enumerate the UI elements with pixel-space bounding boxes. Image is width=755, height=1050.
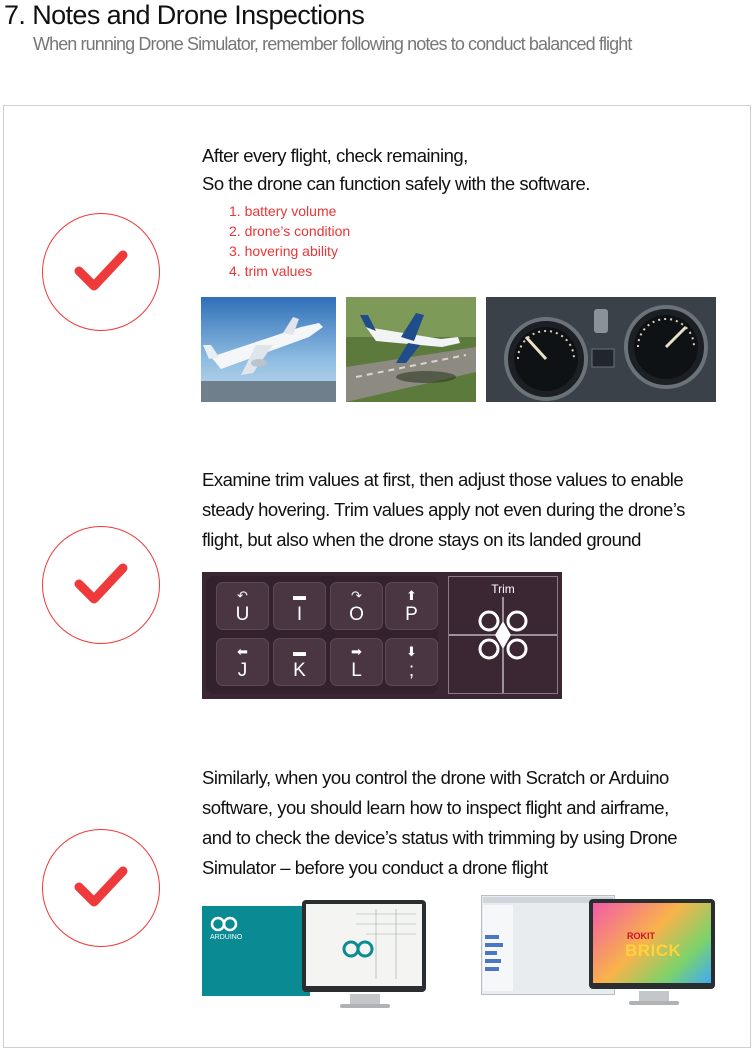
trim-key-o[interactable]: ↷ O <box>330 582 383 630</box>
page-title: 7. Notes and Drone Inspections <box>4 0 365 30</box>
drone-icon <box>449 577 557 693</box>
section2-text: Examine trim values at first, then adjust those values to enable steady hovering. Trim values apply not even during the drone’s flight, but also when the drone stays on its landed ground <box>202 469 685 550</box>
list-item: 3. hovering ability <box>229 243 338 259</box>
airplane-takeoff-photo <box>201 297 336 402</box>
arduino-software-image <box>202 900 442 1010</box>
trim-control-panel <box>202 572 562 699</box>
arduino-logo-icon <box>210 916 238 932</box>
list-item: 4. trim values <box>229 263 313 279</box>
checkmark-icon <box>42 829 160 947</box>
list-item: 1. battery volume <box>229 203 337 219</box>
trim-key-k[interactable]: ▬ K <box>273 638 326 686</box>
checkmark-icon <box>42 213 160 331</box>
trim-key-j[interactable]: ⬅ J <box>216 638 269 686</box>
trim-indicator <box>448 576 558 694</box>
trim-key-i[interactable]: ▬ I <box>273 582 326 630</box>
section3-text: Similarly, when you control the drone with Scratch or Arduino software, you should learn how to inspect flight and airframe, and to check the device’s status with trimming by using Drone Simulator – before you conduct a drone flight <box>202 767 678 878</box>
rokit-brick-software-image <box>481 895 717 1010</box>
brick-label: BRICK <box>625 941 682 960</box>
section1-text: After every flight, check remaining, So the drone can function safely with the software. <box>202 145 590 194</box>
cockpit-gauges-photo <box>486 297 716 402</box>
list-item: 2. drone’s condition <box>229 223 351 239</box>
arduino-label: ARDUINO <box>210 934 243 941</box>
check-list <box>229 201 350 281</box>
checkmark-icon <box>42 526 160 644</box>
airplane-landing-photo <box>346 297 476 402</box>
trim-label: Trim <box>491 582 515 596</box>
trim-key-u[interactable]: ↶ U <box>216 582 269 630</box>
trim-key-semicolon[interactable]: ⬇ ; <box>385 638 438 686</box>
page-subtitle: When running Drone Simulator, remember following notes to conduct balanced flight <box>33 34 632 54</box>
trim-key-p[interactable]: ⬆ P <box>385 582 438 630</box>
trim-key-l[interactable]: ➡ L <box>330 638 383 686</box>
rokit-label: ROKIT <box>627 931 655 941</box>
